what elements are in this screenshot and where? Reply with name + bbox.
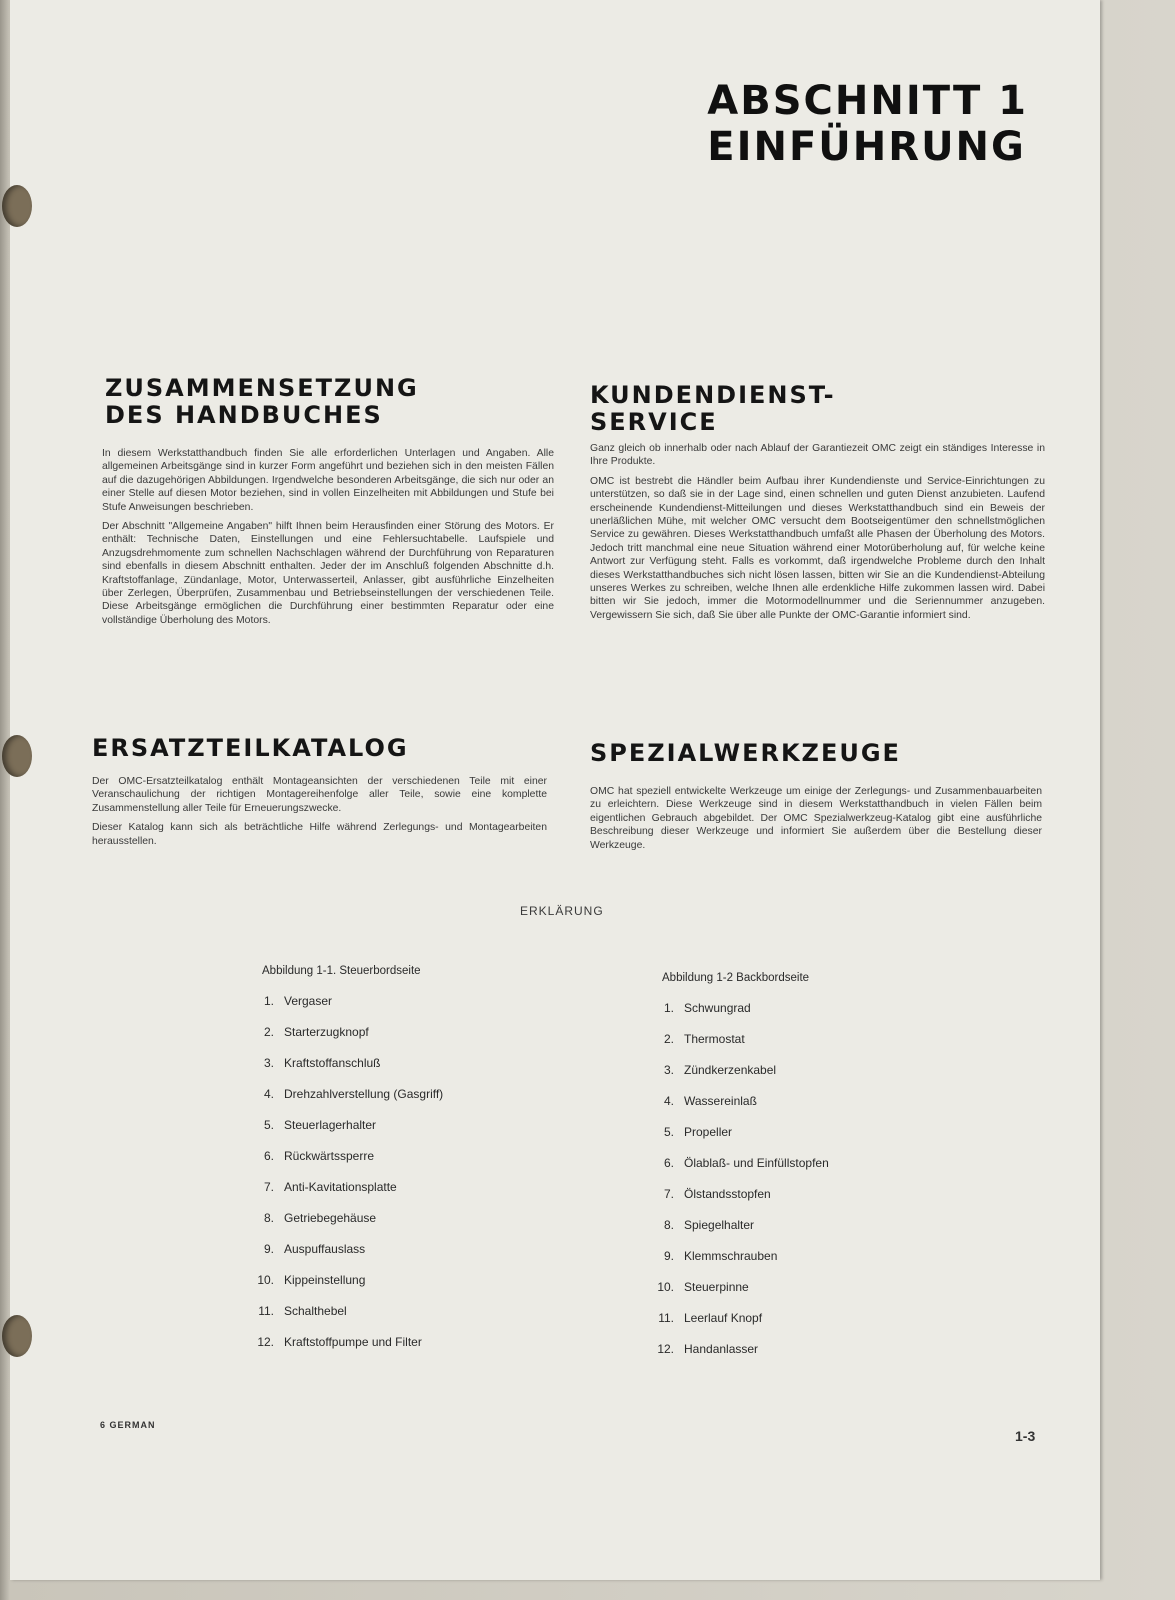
legend-item xyxy=(642,1147,829,1178)
legend-item-label: Steuerlagerhalter xyxy=(284,1117,377,1132)
section-title-kundendienst xyxy=(590,382,836,436)
section-title-spezialwerkzeuge xyxy=(590,740,901,767)
section-title-zusammensetzung xyxy=(105,375,419,429)
legend-item-number: 1. xyxy=(263,993,274,1008)
paragraph: In diesem Werkstatthandbuch finden Sie alle erforderlichen Unterlagen und Angaben. Alle allgemeinen Arbeitsgänge sind in kurzer Form angeführt und beziehen sich in den meisten Fällen auf die dazugehörigen Abbildungen. Irgendwelche besonderen Arbeitsgänge, die sich nur oder an einer Stelle auf diesen Motor beziehen, sind in vollen Einzelheiten mit Abbildungen und Stufe bei Stufe Anweisungen beschrieben. xyxy=(102,448,554,513)
legend-item-number: 1. xyxy=(663,1000,674,1015)
legend-item xyxy=(242,1016,443,1047)
legend-item-label: Getriebegehäuse xyxy=(284,1210,377,1225)
legend-item xyxy=(642,1178,829,1209)
paragraph: Dieser Katalog kann sich als beträchtliche Hilfe während Zerlegungs- und Montagearbeiten herausstellen. xyxy=(92,822,547,847)
legend-item-label: Kippeinstellung xyxy=(284,1272,366,1287)
legend-item-number: 2. xyxy=(263,1024,274,1039)
paragraph: Der Abschnitt "Allgemeine Angaben" hilft Ihnen beim Herausfinden einer Störung des Motors. Er enthält: Technische Daten, Einstellungen und eine Fehlersuchtabelle. Laufspiele und Anzugsdrehmomente zum schnellen Nachschlagen während der Durchführung von Reparaturen sind ebenfalls in diesem Abschnitt enthalten. Jeder der im Anschluß folgenden Abschnitte d.h. Kraftstoffanlage, Zündanlage, Motor, Unterwasserteil, Anlasser, gibt ausführliche Einzelheiten über Zerlegen, Überprüfen, Zusammenbau und Betriebseinstellungen der verschiedenen Teile. Diese Arbeitsgänge ermöglichen die Durchführung einer bestimmten Reparatur oder eine vollständige Überholung des Motors. xyxy=(102,521,554,626)
legend-item xyxy=(242,1233,443,1264)
legend-item-number: 6. xyxy=(663,1155,674,1170)
legend-item-number: 8. xyxy=(263,1210,274,1225)
legend-item xyxy=(242,1078,443,1109)
legend-item-number: 10. xyxy=(257,1272,274,1287)
legend-item-number: 9. xyxy=(263,1241,274,1256)
legend-item-number: 12. xyxy=(257,1334,274,1349)
legend-item-label: Klemmschrauben xyxy=(684,1248,778,1263)
legend-item xyxy=(642,1054,829,1085)
section-title-line1: SPEZIALWERKZEUGE xyxy=(590,739,901,767)
legend-item xyxy=(242,985,443,1016)
legend-item xyxy=(642,1085,829,1116)
paragraph: Der OMC-Ersatzteilkatalog enthält Montageansichten der verschiedenen Teile mit einer Veranschaulichung der richtigen Montagereihenfolge aller Teile, sowie eine komplette Zusammenstellung aller Teile für Erneuerungszwecke. xyxy=(92,776,547,814)
chapter-title xyxy=(707,78,1028,170)
legend-right-list xyxy=(642,992,829,1364)
legend-item-label: Anti-Kavitationsplatte xyxy=(284,1179,397,1194)
legend-right-heading: Abbildung 1-2 Backbordseite xyxy=(662,972,810,984)
section-body-ersatzteilkatalog xyxy=(92,775,547,854)
legend-left-heading: Abbildung 1-1. Steuerbordseite xyxy=(262,965,421,977)
legend-item-number: 6. xyxy=(263,1148,274,1163)
legend-item-number: 2. xyxy=(663,1031,674,1046)
section-title-line1: ERSATZTEILKATALOG xyxy=(92,734,409,762)
legend-item-label: Ölablaß- und Einfüllstopfen xyxy=(684,1155,829,1170)
legend-item xyxy=(642,1271,829,1302)
section-title-line1: ZUSAMMENSETZUNG xyxy=(105,374,419,402)
paragraph: OMC ist bestrebt die Händler beim Aufbau ihrer Kundendienste und Service-Einrichtungen zu unterstützen, so daß sie in der Lage sind, einen schnellen und guten Dienst anzubieten. Laufend erscheinende Kundendienst-Mitteilungen und dieses Werkstatthandbuch sind ein Beweis der unerläßlichen Mühe, mit welcher OMC versucht dem Bootseigentümer den schnellstmöglichen Service zu gewähren. Dieses Werkstatthandbuch umfaßt alle Phasen der Überholung des Motors. Jedoch tritt manchmal eine neue Situation während einer Motorüberholung auf, für welche keine Antwort zur Verfügung steht. Falls es vorkommt, daß irgendwelche Probleme durch den Inhalt dieses Werkstatthandbuches sich nicht lösen lassen, bitten wir Sie an die Kundendienst-Abteilung unseres Werkes zu schreiben, welche Ihnen alle erdenkliche Hilfe zukommen lassen wird. Dabei bitten wir Sie jedoch, immer die Motormodellnummer und die Seriennummer anzugeben. Vergewissern Sie sich, daß Sie über alle Punkte der OMC-Garantie informiert sind. xyxy=(590,475,1045,621)
paragraph: OMC hat speziell entwickelte Werkzeuge um einige der Zerlegungs- und Zusammenbauarbeiten zu erleichtern. Diese Werkzeuge sind in diesem Werkstatthandbuch in vielen Fällen beim eigentlichen Gebrauch abgebildet. Der OMC Spezialwerkzeug-Katalog gibt eine ausführliche Beschreibung dieser Werkzeuge und informiert Sie außerdem über die Bestellung dieser Werkzeuge. xyxy=(590,786,1042,851)
legend-item xyxy=(242,1047,443,1078)
legend-item xyxy=(642,992,829,1023)
legend-item-number: 4. xyxy=(663,1093,674,1108)
binder-hole-top xyxy=(2,185,32,227)
legend-item-number: 5. xyxy=(263,1117,274,1132)
legend-item-label: Ölstandsstopfen xyxy=(684,1186,771,1201)
legend-item-number: 4. xyxy=(263,1086,274,1101)
legend-item-number: 5. xyxy=(663,1124,674,1139)
binder-hole-middle xyxy=(2,735,32,777)
legend-item xyxy=(642,1302,829,1333)
legend-item-number: 7. xyxy=(263,1179,274,1194)
legend-item xyxy=(242,1326,443,1357)
legend-item-label: Vergaser xyxy=(284,993,333,1008)
legend-item-number: 8. xyxy=(663,1217,674,1232)
legend-item xyxy=(642,1116,829,1147)
legend-item-label: Auspuffauslass xyxy=(284,1241,366,1256)
legend-item-label: Kraftstoffanschluß xyxy=(284,1055,381,1070)
legend-item-number: 3. xyxy=(263,1055,274,1070)
legend-item-number: 10. xyxy=(657,1279,674,1294)
legend-item-label: Thermostat xyxy=(684,1031,745,1046)
legend-item xyxy=(642,1240,829,1271)
binder-hole-bottom xyxy=(2,1315,32,1357)
section-body-kundendienst xyxy=(590,442,1045,628)
legend-item-label: Handanlasser xyxy=(684,1341,759,1356)
legend-item-label: Propeller xyxy=(684,1124,733,1139)
legend-item-label: Schwungrad xyxy=(684,1000,751,1015)
legend-item-number: 11. xyxy=(658,1310,674,1325)
chapter-title-line2: EINFÜHRUNG xyxy=(707,124,1026,170)
legend-item-number: 12. xyxy=(657,1341,674,1356)
legend-item-label: Starterzugknopf xyxy=(284,1024,369,1039)
legend-item xyxy=(242,1140,443,1171)
legend-caption: ERKLÄRUNG xyxy=(520,904,604,918)
legend-item xyxy=(642,1209,829,1240)
legend-item xyxy=(242,1264,443,1295)
legend-left xyxy=(242,965,443,1357)
legend-item-label: Steuerpinne xyxy=(684,1279,749,1294)
legend-item-label: Zündkerzenkabel xyxy=(684,1062,777,1077)
section-title-line1: KUNDENDIENST- xyxy=(590,381,836,409)
legend-item-number: 9. xyxy=(663,1248,674,1263)
manual-page xyxy=(10,0,1100,1580)
legend-item-label: Kraftstoffpumpe und Filter xyxy=(284,1334,422,1349)
section-title-line2: DES HANDBUCHES xyxy=(105,401,383,429)
legend-item xyxy=(242,1109,443,1140)
section-body-zusammensetzung xyxy=(102,447,554,633)
legend-item-label: Drehzahlverstellung (Gasgriff) xyxy=(284,1086,444,1101)
paragraph: Ganz gleich ob innerhalb oder nach Ablauf der Garantiezeit OMC zeigt ein ständiges Interesse in Ihre Produkte. xyxy=(590,443,1045,468)
section-title-line2: SERVICE xyxy=(590,408,718,436)
legend-left-list xyxy=(242,985,443,1357)
legend-item xyxy=(642,1333,829,1364)
legend-item-label: Leerlauf Knopf xyxy=(684,1310,763,1325)
legend-item-number: 7. xyxy=(663,1186,674,1201)
section-body-spezialwerkzeuge xyxy=(590,785,1042,858)
legend-item xyxy=(242,1202,443,1233)
legend-item-label: Rückwärtssperre xyxy=(284,1148,375,1163)
footer-language: 6 GERMAN xyxy=(100,1420,156,1430)
section-title-ersatzteilkatalog xyxy=(92,735,409,762)
legend-item xyxy=(242,1171,443,1202)
legend-item-label: Wassereinlaß xyxy=(684,1093,757,1108)
legend-item-number: 11. xyxy=(258,1303,274,1318)
legend-item-label: Schalthebel xyxy=(284,1303,347,1318)
chapter-title-line1: ABSCHNITT 1 xyxy=(707,78,1028,124)
legend-item-label: Spiegelhalter xyxy=(684,1217,755,1232)
legend-item-number: 3. xyxy=(663,1062,674,1077)
page-number: 1-3 xyxy=(1015,1428,1036,1444)
legend-item xyxy=(642,1023,829,1054)
legend-right xyxy=(642,972,829,1364)
legend-item xyxy=(242,1295,443,1326)
